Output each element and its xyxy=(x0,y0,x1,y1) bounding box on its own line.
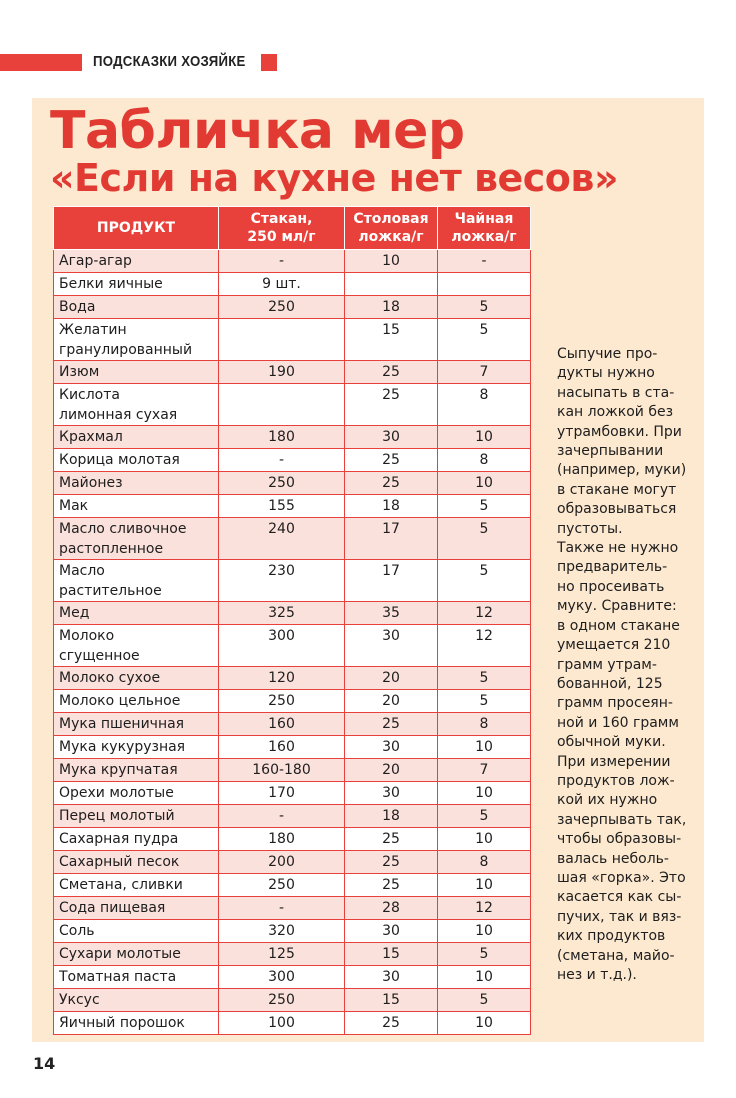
cell-teaspoon: 5 xyxy=(438,518,531,560)
cell-tablespoon: 15 xyxy=(345,989,438,1012)
table-row xyxy=(54,495,531,518)
cell-product: Сахарная пудра xyxy=(54,828,219,851)
cell-glass: - xyxy=(219,897,345,920)
cell-teaspoon: 10 xyxy=(438,966,531,989)
cell-product: Мука пшеничная xyxy=(54,713,219,736)
cell-tablespoon: 20 xyxy=(345,690,438,713)
cell-product: Молоко цельное xyxy=(54,690,219,713)
cell-tablespoon: 30 xyxy=(345,736,438,759)
table-row xyxy=(54,851,531,874)
cell-tablespoon: 30 xyxy=(345,625,438,667)
cell-glass: 240 xyxy=(219,518,345,560)
cell-teaspoon: 10 xyxy=(438,736,531,759)
header-product: ПРОДУКТ xyxy=(54,207,219,250)
table-row xyxy=(54,472,531,495)
cell-product: Корица молотая xyxy=(54,449,219,472)
cell-teaspoon xyxy=(438,273,531,296)
cell-teaspoon: 5 xyxy=(438,690,531,713)
header-tablespoon: Столовая ложка/г xyxy=(345,207,438,250)
cell-glass: 180 xyxy=(219,828,345,851)
section-header: ПОДСКАЗКИ ХОЗЯЙКЕ xyxy=(93,53,246,70)
cell-glass: 170 xyxy=(219,782,345,805)
cell-teaspoon: 10 xyxy=(438,828,531,851)
page-subtitle: «Если на кухне нет весов» xyxy=(50,156,619,200)
cell-teaspoon: 5 xyxy=(438,319,531,361)
side-note-paragraph: Сыпучие про- дукты нужно насыпать в ста- кан ложкой без утрамбовки. При зачерпывании (например, муки) в стакане могут образовываться пустоты. xyxy=(557,346,687,537)
page-title: Табличка мер xyxy=(50,101,465,161)
cell-tablespoon: 35 xyxy=(345,602,438,625)
table-row xyxy=(54,713,531,736)
table-body xyxy=(54,250,531,1035)
table-row xyxy=(54,943,531,966)
cell-product: Мука крупчатая xyxy=(54,759,219,782)
cell-teaspoon: 10 xyxy=(438,782,531,805)
table-row xyxy=(54,920,531,943)
table-row xyxy=(54,250,531,273)
cell-product: Крахмал xyxy=(54,426,219,449)
cell-product: Мука кукурузная xyxy=(54,736,219,759)
cell-tablespoon: 18 xyxy=(345,805,438,828)
table-row xyxy=(54,874,531,897)
header-glass: Стакан, 250 мл/г xyxy=(219,207,345,250)
cell-tablespoon: 18 xyxy=(345,296,438,319)
table-row xyxy=(54,296,531,319)
table-row xyxy=(54,690,531,713)
cell-glass: 320 xyxy=(219,920,345,943)
table-row xyxy=(54,667,531,690)
header-accent-bar-left xyxy=(0,54,82,71)
cell-teaspoon: 10 xyxy=(438,426,531,449)
cell-tablespoon: 25 xyxy=(345,851,438,874)
cell-product: Мед xyxy=(54,602,219,625)
cell-glass: 200 xyxy=(219,851,345,874)
cell-teaspoon: 8 xyxy=(438,449,531,472)
cell-product: Уксус xyxy=(54,989,219,1012)
cell-glass: 120 xyxy=(219,667,345,690)
cell-teaspoon: 8 xyxy=(438,713,531,736)
cell-glass: 300 xyxy=(219,625,345,667)
cell-tablespoon: 25 xyxy=(345,713,438,736)
cell-tablespoon: 17 xyxy=(345,518,438,560)
cell-glass: 100 xyxy=(219,1012,345,1035)
cell-teaspoon: 7 xyxy=(438,361,531,384)
cell-teaspoon: 10 xyxy=(438,1012,531,1035)
side-note-paragraph: При измерении продуктов лож- кой их нужно зачерпывать так, чтобы образовы- валась неболь- шая «горка». Это касается как сы- пучих, так и вяз- ких продуктов (сметана, майо- нез и т.д.). xyxy=(557,753,687,983)
cell-product: Мак xyxy=(54,495,219,518)
cell-tablespoon: 25 xyxy=(345,361,438,384)
cell-glass: 325 xyxy=(219,602,345,625)
cell-glass: - xyxy=(219,805,345,828)
cell-product: Сухари молотые xyxy=(54,943,219,966)
cell-teaspoon: 10 xyxy=(438,874,531,897)
cell-teaspoon: - xyxy=(438,250,531,273)
cell-product: Кислота лимонная сухая xyxy=(54,384,219,426)
cell-teaspoon: 5 xyxy=(438,667,531,690)
table-row xyxy=(54,897,531,920)
measures-table xyxy=(53,206,531,1035)
cell-product: Молоко сгущенное xyxy=(54,625,219,667)
table-row xyxy=(54,989,531,1012)
cell-glass: - xyxy=(219,250,345,273)
cell-product: Сода пищевая xyxy=(54,897,219,920)
table-row xyxy=(54,426,531,449)
table-row xyxy=(54,361,531,384)
table-row xyxy=(54,384,531,426)
cell-tablespoon: 25 xyxy=(345,449,438,472)
cell-teaspoon: 10 xyxy=(438,920,531,943)
cell-glass: 9 шт. xyxy=(219,273,345,296)
cell-tablespoon: 28 xyxy=(345,897,438,920)
cell-glass: 155 xyxy=(219,495,345,518)
table-row xyxy=(54,1012,531,1035)
cell-glass: 160 xyxy=(219,736,345,759)
cell-glass: 190 xyxy=(219,361,345,384)
cell-glass: 300 xyxy=(219,966,345,989)
cell-product: Молоко сухое xyxy=(54,667,219,690)
cell-tablespoon: 15 xyxy=(345,319,438,361)
cell-teaspoon: 5 xyxy=(438,495,531,518)
side-note-paragraph: Также не нужно предваритель- но просеивать муку. Сравните: в одном стакане умещается 210 грамм утрам- бованной, 125 грамм просеян- ной и 160 грамм обычной муки. xyxy=(557,540,680,751)
header-accent-bar-right xyxy=(261,54,277,71)
table-row xyxy=(54,602,531,625)
table-row xyxy=(54,966,531,989)
cell-tablespoon: 25 xyxy=(345,874,438,897)
cell-glass xyxy=(219,384,345,426)
cell-teaspoon: 12 xyxy=(438,897,531,920)
cell-glass: 230 xyxy=(219,560,345,602)
table-row xyxy=(54,625,531,667)
cell-teaspoon: 5 xyxy=(438,805,531,828)
cell-tablespoon: 25 xyxy=(345,472,438,495)
cell-teaspoon: 5 xyxy=(438,989,531,1012)
table-row xyxy=(54,736,531,759)
table-row xyxy=(54,518,531,560)
page-number: 14 xyxy=(33,1054,56,1073)
cell-teaspoon: 8 xyxy=(438,851,531,874)
cell-teaspoon: 12 xyxy=(438,602,531,625)
cell-tablespoon: 25 xyxy=(345,828,438,851)
cell-teaspoon: 12 xyxy=(438,625,531,667)
table-row xyxy=(54,319,531,361)
cell-teaspoon: 5 xyxy=(438,560,531,602)
cell-tablespoon: 30 xyxy=(345,426,438,449)
cell-product: Майонез xyxy=(54,472,219,495)
cell-tablespoon: 10 xyxy=(345,250,438,273)
cell-product: Томатная паста xyxy=(54,966,219,989)
cell-glass: 250 xyxy=(219,472,345,495)
cell-tablespoon: 20 xyxy=(345,759,438,782)
side-note xyxy=(557,345,702,985)
cell-product: Масло растительное xyxy=(54,560,219,602)
cell-teaspoon: 10 xyxy=(438,472,531,495)
header-teaspoon: Чайная ложка/г xyxy=(438,207,531,250)
cell-tablespoon: 25 xyxy=(345,384,438,426)
table-row xyxy=(54,273,531,296)
table-row xyxy=(54,828,531,851)
table-row xyxy=(54,449,531,472)
table-row xyxy=(54,782,531,805)
cell-product: Перец молотый xyxy=(54,805,219,828)
cell-product: Вода xyxy=(54,296,219,319)
cell-product: Белки яичные xyxy=(54,273,219,296)
cell-glass: - xyxy=(219,449,345,472)
cell-product: Сметана, сливки xyxy=(54,874,219,897)
cell-product: Изюм xyxy=(54,361,219,384)
cell-glass: 250 xyxy=(219,989,345,1012)
cell-tablespoon: 20 xyxy=(345,667,438,690)
cell-glass: 250 xyxy=(219,874,345,897)
cell-tablespoon xyxy=(345,273,438,296)
cell-tablespoon: 30 xyxy=(345,782,438,805)
table-row xyxy=(54,805,531,828)
cell-teaspoon: 8 xyxy=(438,384,531,426)
cell-glass: 180 xyxy=(219,426,345,449)
cell-glass: 250 xyxy=(219,690,345,713)
cell-tablespoon: 25 xyxy=(345,1012,438,1035)
cell-product: Агар-агар xyxy=(54,250,219,273)
table-header-row xyxy=(54,207,531,250)
cell-teaspoon: 5 xyxy=(438,943,531,966)
cell-glass: 250 xyxy=(219,296,345,319)
table-row xyxy=(54,560,531,602)
cell-teaspoon: 5 xyxy=(438,296,531,319)
cell-tablespoon: 30 xyxy=(345,920,438,943)
cell-product: Сахарный песок xyxy=(54,851,219,874)
cell-glass xyxy=(219,319,345,361)
cell-product: Орехи молотые xyxy=(54,782,219,805)
cell-glass: 160 xyxy=(219,713,345,736)
cell-product: Желатин гранулированный xyxy=(54,319,219,361)
cell-teaspoon: 7 xyxy=(438,759,531,782)
cell-tablespoon: 17 xyxy=(345,560,438,602)
cell-product: Яичный порошок xyxy=(54,1012,219,1035)
cell-product: Соль xyxy=(54,920,219,943)
cell-product: Масло сливочное растопленное xyxy=(54,518,219,560)
cell-tablespoon: 18 xyxy=(345,495,438,518)
cell-glass: 160-180 xyxy=(219,759,345,782)
cell-glass: 125 xyxy=(219,943,345,966)
cell-tablespoon: 30 xyxy=(345,966,438,989)
cell-tablespoon: 15 xyxy=(345,943,438,966)
table-row xyxy=(54,759,531,782)
